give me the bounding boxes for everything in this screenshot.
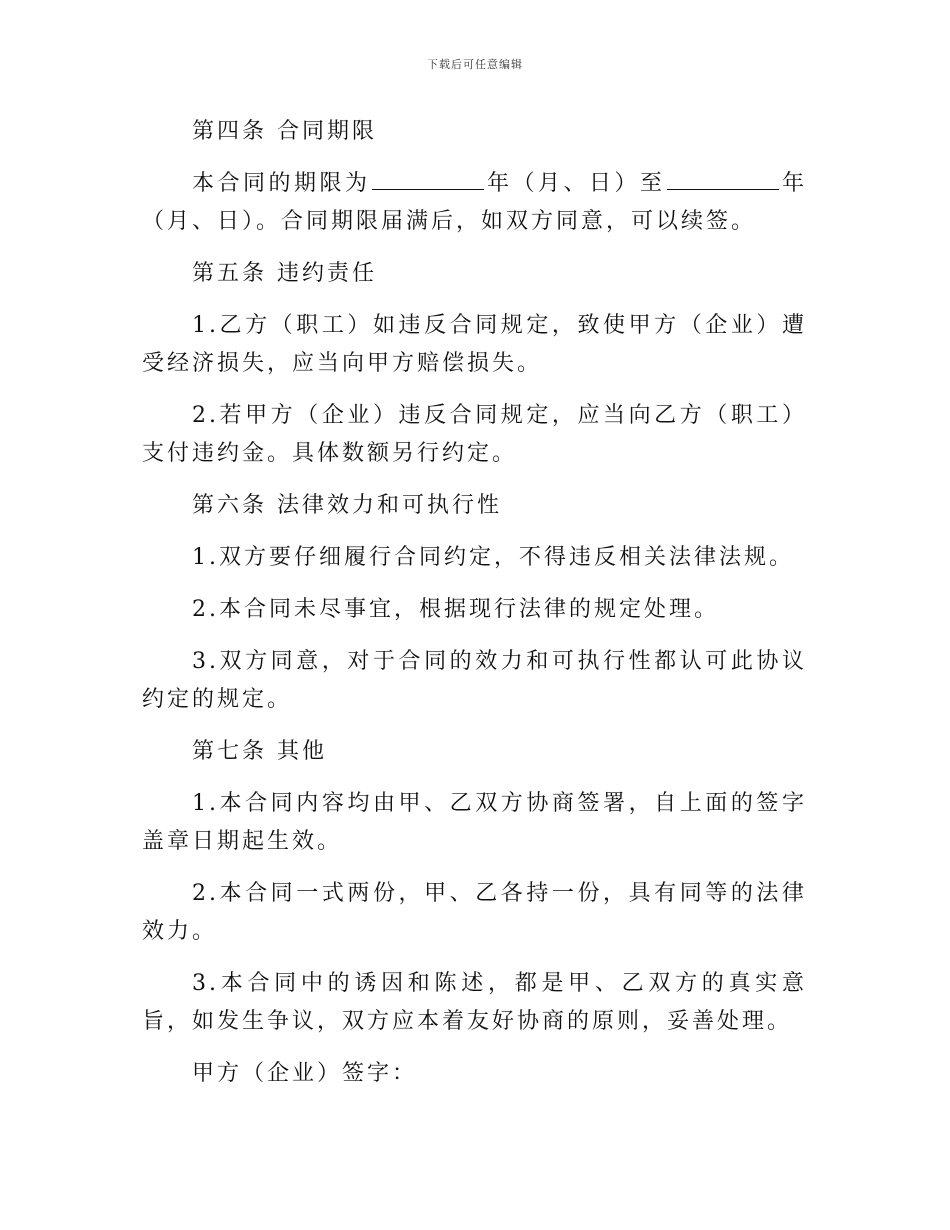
article-6-item-1: 1.双方要仔细履行合同约定，不得违反相关法律法规。 [192,545,794,570]
end-year-blank[interactable] [667,165,779,190]
party-a-signature-label: 甲方（企业）签字： [192,1061,418,1086]
article-5-item-2: 2.若甲方（企业）违反合同规定，应当向乙方（职工）支付违约金。具体数额另行约定。 [142,403,807,466]
article-7-item-1: 1.本合同内容均由甲、乙双方协商签署，自上面的签字盖章日期起生效。 [142,791,807,854]
article-7-item-2: 2.本合同一式两份，甲、乙各持一份，具有同等的法律效力。 [142,881,807,944]
start-year-blank[interactable] [372,165,484,190]
contract-body [142,113,807,1107]
article-5-item-1: 1.乙方（职工）如违反合同规定，致使甲方（企业）遭受经济损失，应当向甲方赔偿损失。 [142,313,807,376]
term-text-a: 本合同的期限为 [192,171,371,196]
article-6-item-3: 3.双方同意，对于合同的效力和可执行性都认可此协议约定的规定。 [142,649,807,712]
article-6-heading: 第六条 法律效力和可执行性 [192,493,502,518]
article-7-item-3: 3.本合同中的诱因和陈述，都是甲、乙双方的真实意旨，如发生争议，双方应本着友好协商的原则，妥善处理。 [142,971,807,1034]
article-7-heading: 第七条 其他 [192,739,327,764]
term-text-b: 年（月、日）至 [486,171,666,196]
page-header-note: 下载后可任意编辑 [427,58,523,71]
article-4-term-clause [142,165,807,241]
article-4-heading: 第四条 合同期限 [192,119,377,144]
article-5-heading: 第五条 违约责任 [192,261,377,286]
term-text-c: 年（月、日）。合同期限届满后，如双方同意，可以续签。 [142,171,807,234]
article-6-item-2: 2.本合同未尽事宜，根据现行法律的规定处理。 [192,597,719,622]
